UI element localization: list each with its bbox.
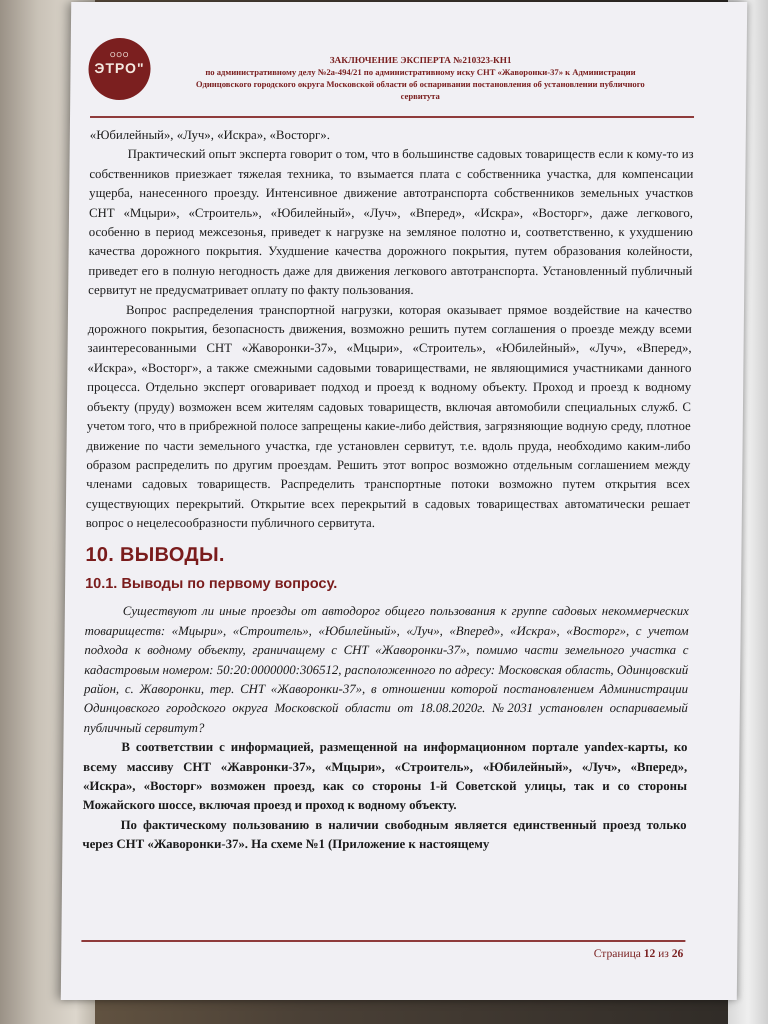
question-paragraph: Существуют ли иные проезды от автодорог общего пользования к группе садовых некоммерческих товариществ: «Мцыри», «Строитель», «Юбилейный», «Луч», «Вперед», «Искра», «Восторг», с учетом подхода к водному объекту, граничащему с СНТ «Жаворонки-37», помимо части земельного участка с кадастровым номером: 50:20:0000000:306512, расположенного по адресу: Московская область, Одинцовский район, с. Жаворонки, тер. СНТ «Жаворонки-37», в отношении которой постановлением Администрации Одинцовского городского округа Московской области от 18.08.2020г. №2031 установлен оспариваемый публичный сервитут? [83,604,689,735]
header-line-2: по административному делу №2а-494/21 по административному иску СНТ «Жаворонки-37» к Администрации [205,67,636,77]
company-logo [88,38,151,100]
header-divider [90,116,694,118]
subsection-heading-10-1: 10.1. Выводы по первому вопросу. [85,575,338,592]
paragraph-0: «Юбилейный», «Луч», «Искра», «Восторг». [89,128,331,142]
paragraph-1: Практический опыт эксперта говорит о том, что в большинстве садовых товариществ если к кому-то из собственников приезжает тяжелая техника, то взымается плата с собственника участка, для компенсации ущерба, нанесенного проезду. Интенсивное движение автотранспорта собственников земельных участков СНТ «Мцыри», «Строитель», «Юбилейный», «Луч», «Вперед», «Искра», «Восторг», даже легкового, особенно в период межсезонья, приведет к нагрузке на земляное полотно и, соответственно, к ухудшению качества дорожного покрытия. Ухудшение качества дорожного покрытия, путем образования колейности, приведет его в полную негодность даже для движения легкового автотранспорта. Установленный публичный сервитут не предусматривает оплату по факту пользования. [88,147,694,298]
header-line-4: сервитута [400,91,440,101]
footer-page-number: 12 [643,948,656,960]
logo-big-text: ЭТРО" [94,60,145,76]
footer-divider [81,940,685,942]
paragraph-2: Вопрос распределения транспортной нагрузки, которая оказывает прямое воздействие на качество дорожного покрытия, безопасность движения, возможно решить путем соглашения о проезде между всеми заинтересованными СНТ «Жаворонки-37», «Мцыри», «Строитель», «Юбилейный», «Луч», «Вперед», «Искра», «Восторг», а также смежными садовыми товариществами, не являющимися участниками данного процесса. Отдельно эксперт оговаривает подход и проезд к водному объекту. Проход и проезд к водному объекту (пруду) возможен всем жителям садовых товариществ, включая автомобили специальных служб. С учетом того, что в прибрежной полосе запрещены какие-либо действия, загрязняющие водную среду, плотное движение по части земельного участка, где установлен сервитут, т.е. вдоль пруда, необходимо каким-либо образом распределить по другим проездам. Решить этот вопрос возможно отдельным соглашением между членами садовых товариществ. Распределить транспортные потоки возможно путем открытия всех существующих перекрытий. Открытие всех перекрытий в садовых товариществах автоматически решает вопрос о нецелесообразности публичного сервитута. [85,302,693,531]
footer-total-pages: 26 [671,948,684,960]
answer-paragraph-1: В соответствии с информацией, размещенной на информационном портале yandex-карты, ко всему массиву СНТ «Жавронки-37», «Мцыри», «Строитель», «Юбилейный», «Луч», «Вперед», «Искра», «Восторг» возможен проезд, как со стороны 1-й Советской улицы, так и со стороны Можайского шоссе, включая проезд и проход к водному объекту. [82,740,688,813]
page-header [160,54,681,102]
section-heading-10: 10. ВЫВОДЫ. [85,543,225,566]
footer-of-label: из [658,948,669,960]
logo-small-text: ООО [109,52,130,59]
document-body [82,126,694,855]
header-line-3: Одинцовского городского округа Московской области об оспаривании постановления об установлении публичного [195,79,645,89]
page-footer [513,948,683,960]
header-title: ЗАКЛЮЧЕНИЕ ЭКСПЕРТА №210323-КН1 [329,55,512,65]
document-page [61,2,747,1000]
footer-page-label: Страница [593,948,641,960]
answer-paragraph-2: По фактическому пользованию в наличии свободным является единственный проезд только через СНТ «Жаворонки-37». На схеме №1 (Приложение к настоящему [82,817,687,852]
